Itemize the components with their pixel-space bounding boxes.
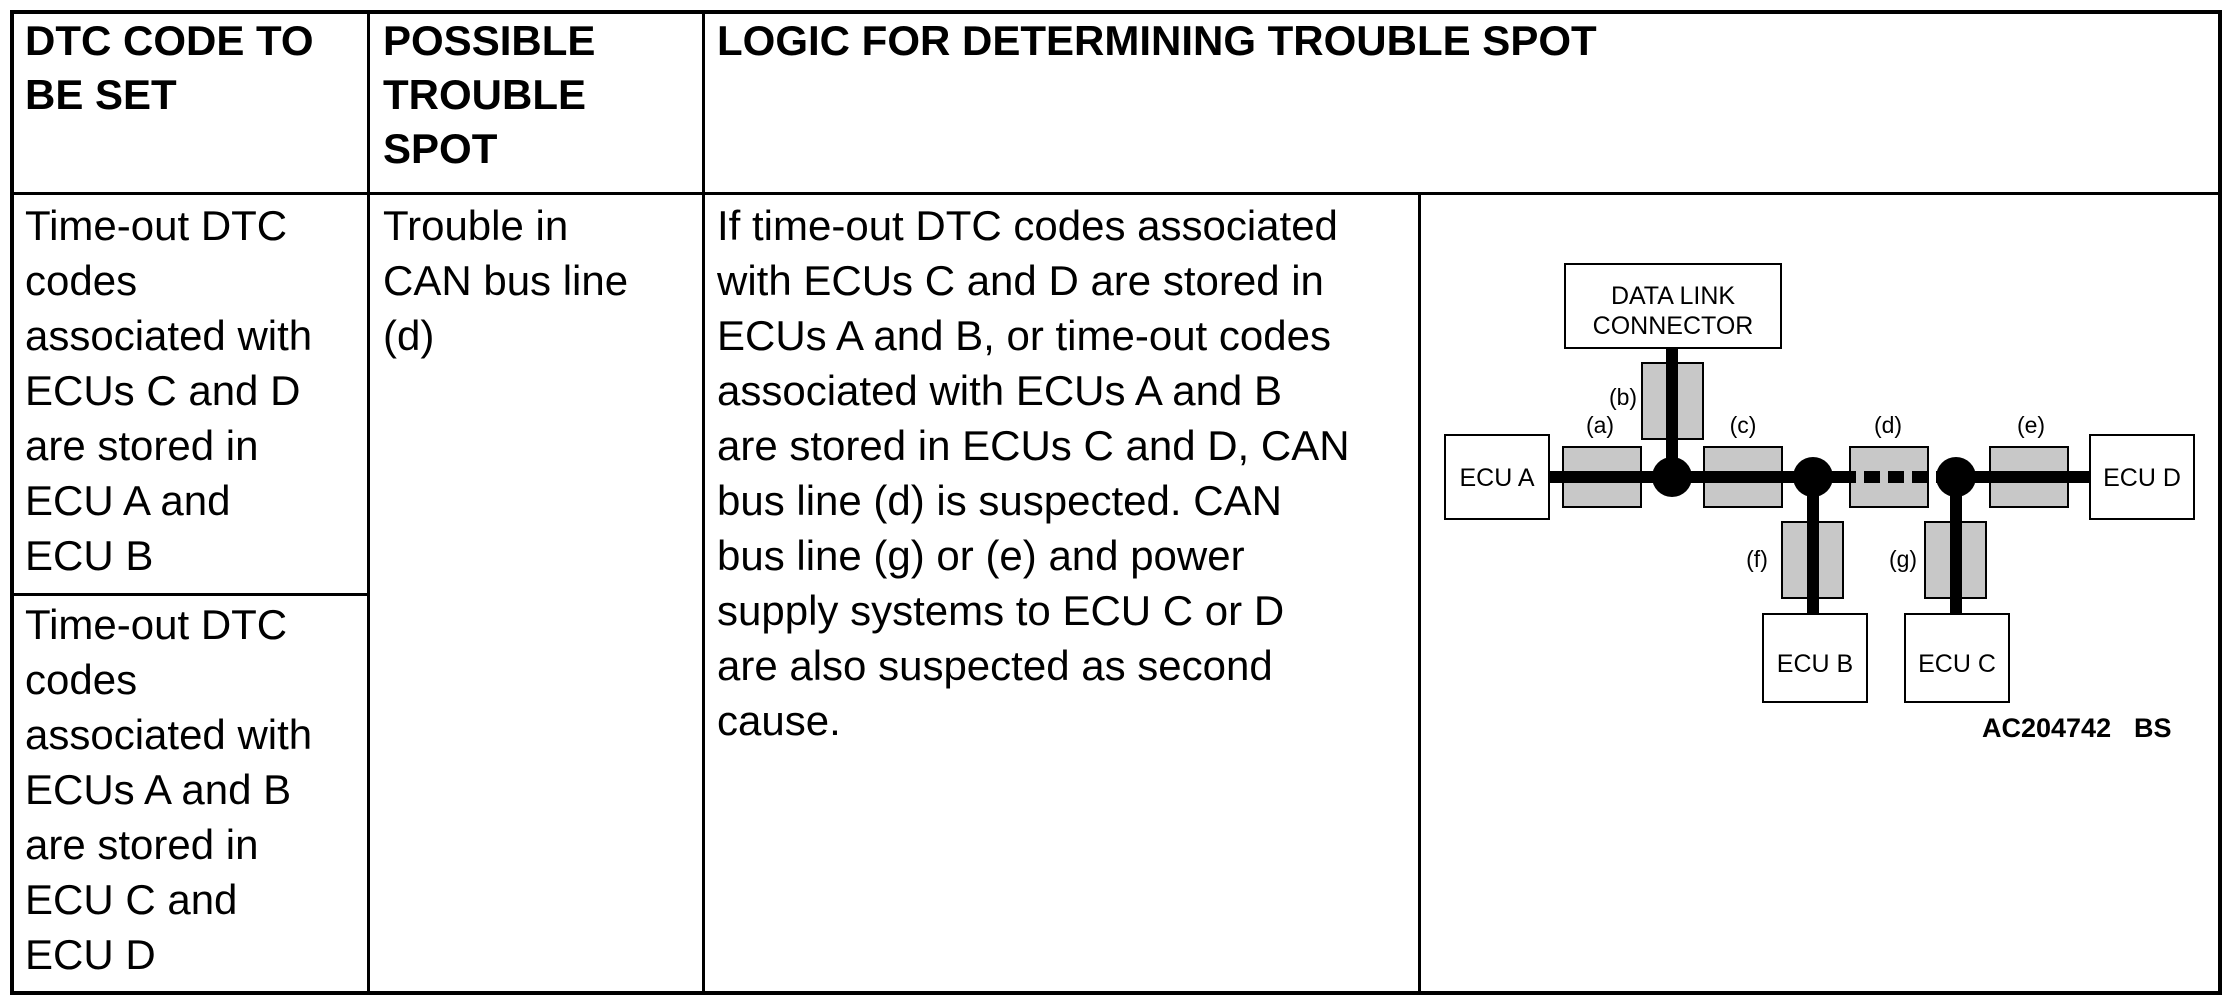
ecu-d-label: ECU D <box>2103 464 2181 492</box>
row-divider-dtc <box>10 593 370 596</box>
label-a: (a) <box>1585 412 1615 438</box>
connector-label-line1: DATA LINK <box>1610 282 1736 310</box>
trouble-spot-cell: Trouble in CAN bus line (d) <box>383 202 629 359</box>
ecu-c-label: ECU C <box>1918 650 1996 678</box>
header-dtc-code: DTC CODE TO BE SET <box>25 17 314 118</box>
label-b: (b) <box>1608 384 1638 410</box>
table-border-right <box>2218 10 2222 995</box>
label-f: (f) <box>1746 546 1768 572</box>
junction-node-2 <box>1793 457 1833 497</box>
can-bus-diagram <box>1421 195 2218 991</box>
ecu-b-label: ECU B <box>1776 650 1854 678</box>
label-d: (d) <box>1873 412 1903 438</box>
dtc-cell-1: Time-out DTC codes associated with ECUs C and D are stored in ECU A and ECU B <box>25 202 313 579</box>
ecu-a-label: ECU A <box>1459 464 1535 492</box>
label-g: (g) <box>1888 546 1918 572</box>
figure-code-suffix: BS <box>2134 713 2172 743</box>
connector-label-line2: CONNECTOR <box>1592 312 1754 340</box>
header-possible-trouble-spot: POSSIBLE TROUBLE SPOT <box>383 17 596 172</box>
junction-node-3 <box>1936 457 1976 497</box>
logic-cell: If time-out DTC codes associated with ECUs C and D are stored in ECUs A and B, or time-out codes associated with ECUs A and B are stored in ECUs C and D, CAN bus line (d) is suspected. CAN bus line (g) or (e) and power supply systems to ECU C or D are also suspected as second cause. <box>717 202 1350 744</box>
col-divider-1 <box>367 10 370 995</box>
header-logic: LOGIC FOR DETERMINING TROUBLE SPOT <box>717 17 1597 64</box>
figure-code: AC204742 <box>1982 713 2112 743</box>
table-border-bottom <box>10 991 2222 995</box>
junction-node-1 <box>1652 457 1692 497</box>
dtc-cell-2: Time-out DTC codes associated with ECUs A and B are stored in ECU C and ECU D <box>25 601 313 978</box>
label-e: (e) <box>2016 412 2046 438</box>
col-divider-2 <box>702 10 705 995</box>
table-border-left <box>10 10 14 995</box>
label-c: (c) <box>1729 412 1757 438</box>
